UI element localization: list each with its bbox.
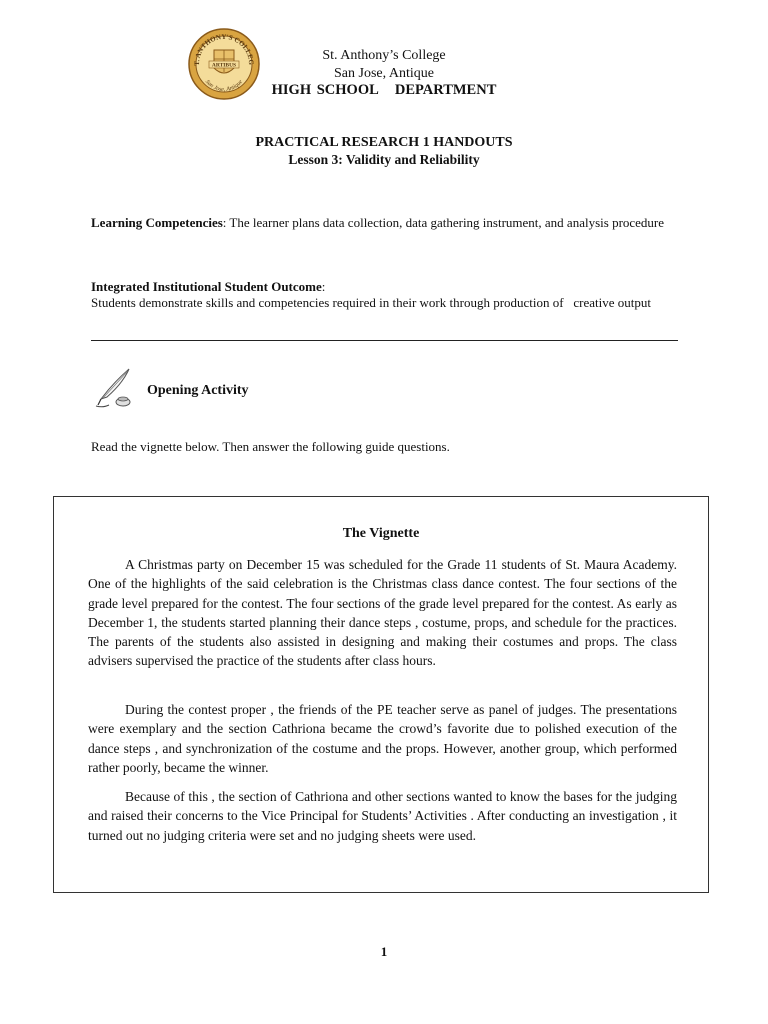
learning-competencies xyxy=(91,214,681,232)
instruction-text: Read the vignette below. Then answer the following guide questions. xyxy=(91,439,450,454)
learning-competencies-text: : The learner plans data collection, data gathering instrument, and analysis procedure xyxy=(222,215,665,230)
college-name: St. Anthony’s College xyxy=(322,48,446,63)
handout-title: PRACTICAL RESEARCH 1 HANDOUTS xyxy=(255,135,513,150)
opening-activity-heading: Opening Activity xyxy=(147,383,249,398)
lesson-title: Lesson 3: Validity and Reliability xyxy=(288,152,480,167)
iiso-label: Integrated Institutional Student Outcome xyxy=(91,279,322,294)
svg-text:ST. ANTHONY'S COLLEGE: T. ANTHONY'S COLLEG xyxy=(192,32,256,66)
college-location: San Jose, Antique xyxy=(334,66,434,81)
learning-competencies-label: Learning Competencies xyxy=(91,215,223,230)
vignette-paragraph: A Christmas party on December 15 was scheduled for the Grade 11 students of St. Maura Academy. One of the highlights of the said celebration is the Christmas class dance contest. The four sections of the grade level prepared for the contest. The four sections of the grade level prepared for the contest. As early as December 1, the students started planning their dance steps , costume, props, and schedule for the practices. The parents of the students also assisted in designing and making their costumes and props. The class advisers supervised the practice of the students after class hours. xyxy=(88,557,677,669)
page-number: 1 xyxy=(380,944,388,959)
svg-text:ARTIBUS: ARTIBUS xyxy=(211,62,237,69)
vignette-paragraph: Because of this , the section of Cathriona and other sections wanted to know the bases for the judging and raised their concerns to the Vice Principal for Students’ Activities . After conducting an investigation , it turned out no judging criteria were set and no judging sheets were used. xyxy=(88,789,677,843)
section-divider xyxy=(91,340,678,341)
department-name: HIGH SCHOOL DEPARTMENT xyxy=(271,82,497,98)
iiso-text: Students demonstrate skills and competencies required in their work through production of creative output xyxy=(91,295,651,310)
vignette-title: The Vignette xyxy=(342,526,420,541)
vignette-paragraph: During the contest proper , the friends of the PE teacher serve as panel of judges. The presentations were exemplary and the section Cathriona became the crowd’s favorite due to polished execution of the dance steps , and synchronization of the costume and the props. However, another group, which performed rather poorly, became the winner. xyxy=(88,702,677,775)
iiso-colon: : xyxy=(321,279,326,294)
quill-icon xyxy=(93,365,137,409)
svg-text:San Jose, Antique: San Jose, Antique xyxy=(203,79,245,94)
